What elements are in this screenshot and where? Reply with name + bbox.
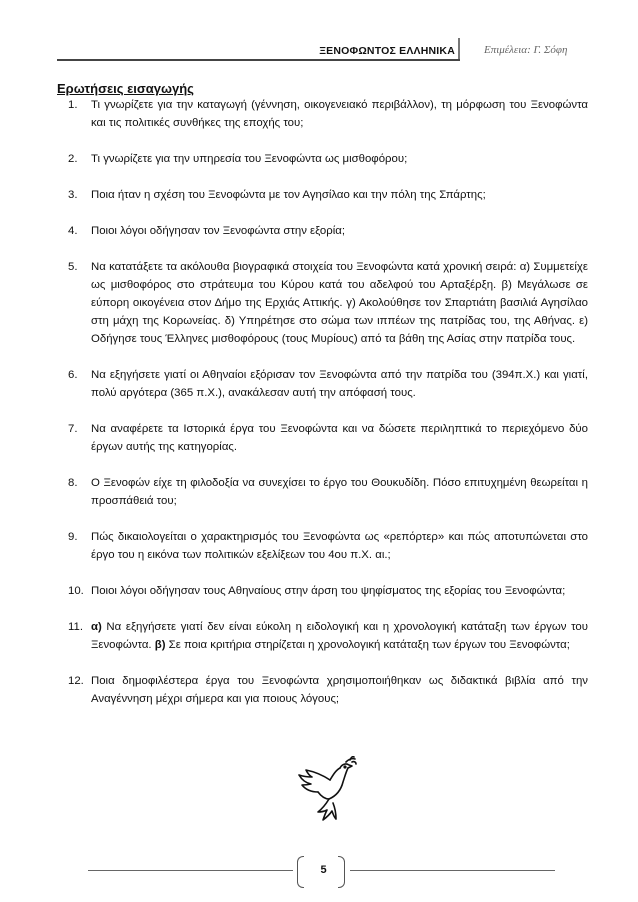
question-item [68, 96, 588, 132]
question-item [68, 150, 588, 168]
question-number: 2. [68, 153, 78, 165]
page-header [0, 36, 638, 60]
question-text: Τι γνωρίζετε για την καταγωγή (γέννηση, οικογενειακό περιβάλλον), τη μόρφωση του Ξενοφώντα και τις πολιτικές συνθήκες της εποχής του; [91, 99, 588, 129]
question-item [68, 186, 588, 204]
question-text: Ποια ήταν η σχέση του Ξενοφώντα με τον Αγησίλαο και την πόλη της Σπάρτης; [91, 189, 486, 201]
question-item [68, 222, 588, 240]
question-number: 6. [68, 369, 78, 381]
question-text: Να αναφέρετε τα Ιστορικά έργα του Ξενοφώντα και να δώσετε περιληπτικά το περιεχόμενο δύο έργων αυτής της κατηγορίας. [91, 423, 588, 453]
header-title: ΞΕΝΟΦΩΝΤΟΣ ΕΛΛΗΝΙΚΑ [319, 45, 455, 57]
question-part-label: α) [91, 621, 102, 633]
question-text: Ποια δημοφιλέστερα έργα του Ξενοφώντα χρησιμοποιήθηκαν ως διδακτικά βιβλία από την Αναγέννηση μέχρι σήμερα και για ποιους λόγους; [91, 675, 588, 705]
question-number: 5. [68, 261, 78, 273]
footer-line [88, 870, 293, 871]
question-text: Ποιοι λόγοι οδήγησαν τους Αθηναίους στην άρση του ψηφίσματος της εξορίας του Ξενοφώντα; [91, 585, 566, 597]
question-item [68, 258, 588, 348]
question-number: 10. [68, 585, 84, 597]
header-credit: Επιμέλεια: Γ. Σόφη [484, 44, 568, 56]
question-number: 8. [68, 477, 78, 489]
page-number: 5 [320, 864, 327, 876]
question-item [68, 582, 588, 600]
question-number: 9. [68, 531, 78, 543]
question-item [68, 474, 588, 510]
question-item [68, 618, 588, 654]
question-number: 11. [68, 621, 83, 633]
question-number: 12. [68, 675, 84, 687]
question-number: 7. [68, 423, 78, 435]
question-number: 1. [68, 99, 78, 111]
question-text: Ο Ξενοφών είχε τη φιλοδοξία να συνεχίσει το έργο του Θουκυδίδη. Πόσο επιτυχημένη θεωρείται η προσπάθειά του; [91, 477, 588, 507]
footer-bracket [338, 856, 345, 888]
footer-line [350, 870, 555, 871]
question-text: Τι γνωρίζετε για την υπηρεσία του Ξενοφώντα ως μισθοφόρου; [91, 153, 408, 165]
question-text: Πώς δικαιολογείται ο χαρακτηρισμός του Ξενοφώντα ως «ρεπόρτερ» και πώς αποτυπώνεται στο έργο του η εικόνα των πολιτικών εξελίξεων του 4ου π.Χ. αι.; [91, 531, 588, 561]
dove-icon [296, 756, 358, 824]
question-part-label: β) [154, 639, 166, 651]
question-item [68, 420, 588, 456]
question-text: Να κατατάξετε τα ακόλουθα βιογραφικά στοιχεία του Ξενοφώντα κατά χρονική σειρά: α) Συμμετείχε ως μισθοφόρος στο στράτευμα του Κύρου κατά του αδελφού του Αρταξέρξη. β) Μεγάλωσε σε εύπορη οικογένεια στον Δήμο της Ερχιάς Αττικής. γ) Ακολούθησε τον Σπαρτιάτη βασιλιά Αγησίλαο στη μάχη της Κορωνείας. δ) Υπηρέτησε στο σώμα των ιππέων της πατρίδας του, της Αθήνας. ε) Οδήγησε τους Έλληνες μισθοφόρους (τους Μυρίους) από τα βάθη της Ασίας στην πατρίδα τους. [91, 261, 588, 345]
question-number: 4. [68, 225, 78, 237]
header-underline [57, 59, 460, 61]
question-item [68, 366, 588, 402]
question-text: Να εξηγήσετε γιατί οι Αθηναίοι εξόρισαν τον Ξενοφώντα από την πατρίδα του (394π.Χ.) και γιατί, πολύ αργότερα (365 π.Χ.), ανακάλεσαν αυτή την απόφασή τους. [91, 369, 588, 399]
question-item [68, 528, 588, 564]
header-separator [458, 38, 460, 60]
question-text: Να εξηγήσετε γιατί δεν είναι εύκολη η ειδολογική και η χρονολογική κατάταξη των έργων του Ξενοφώντα. [91, 621, 588, 651]
question-text: Σε ποια κριτήρια στηρίζεται η χρονολογική κατάταξη των έργων του Ξενοφώντα; [165, 639, 570, 651]
question-item [68, 672, 588, 708]
question-list [68, 96, 588, 708]
question-text: Ποιοι λόγοι οδήγησαν τον Ξενοφώντα στην εξορία; [91, 225, 346, 237]
section-title: Ερωτήσεις εισαγωγής [57, 81, 194, 96]
question-number: 3. [68, 189, 78, 201]
